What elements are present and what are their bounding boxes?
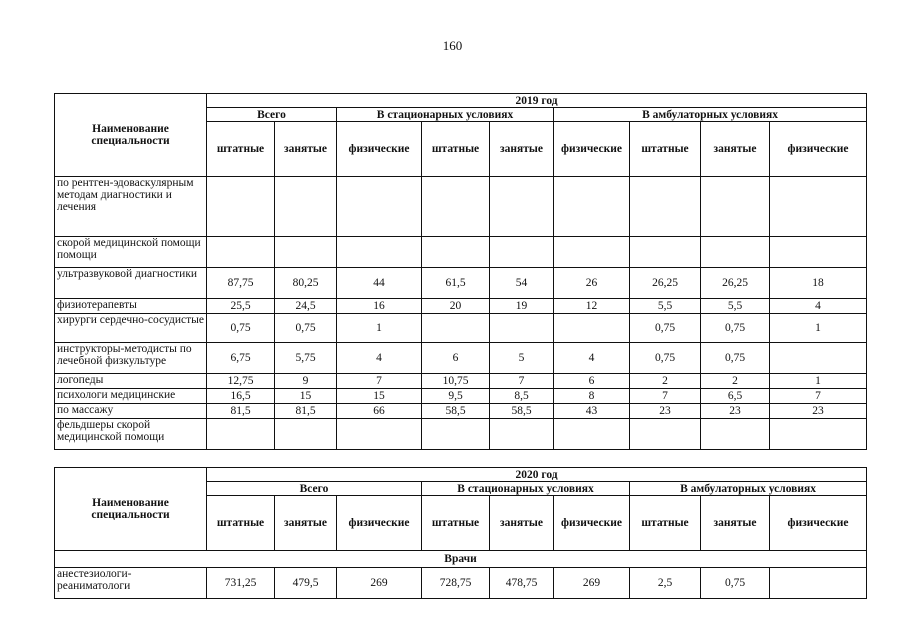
table-cell: 66 bbox=[337, 404, 422, 419]
table-cell: 16,5 bbox=[207, 389, 275, 404]
specialty-name: психологи медицинские bbox=[55, 389, 207, 404]
table-cell: 4 bbox=[337, 343, 422, 374]
table-cell: 7 bbox=[337, 374, 422, 389]
table-cell: 25,5 bbox=[207, 299, 275, 314]
table-cell: 1 bbox=[337, 314, 422, 343]
table-cell: 7 bbox=[490, 374, 554, 389]
table-cell: 7 bbox=[770, 389, 867, 404]
specialty-name: анестезиологи-реаниматологи bbox=[55, 568, 207, 599]
table-cell: 12,75 bbox=[207, 374, 275, 389]
table-cell: 5 bbox=[490, 343, 554, 374]
table-cell: 731,25 bbox=[207, 568, 275, 599]
table-row bbox=[55, 568, 867, 599]
column-header: штатные bbox=[630, 496, 701, 551]
table-cell: 0,75 bbox=[630, 314, 701, 343]
table-cell: 478,75 bbox=[490, 568, 554, 599]
column-header: физические bbox=[337, 496, 422, 551]
table-cell: 10,75 bbox=[422, 374, 490, 389]
column-header: занятые bbox=[275, 122, 337, 177]
table-cell: 1 bbox=[770, 314, 867, 343]
table-cell bbox=[337, 177, 422, 237]
table-cell bbox=[275, 419, 337, 450]
table-cell: 80,25 bbox=[275, 268, 337, 299]
table-cell: 4 bbox=[770, 299, 867, 314]
table-row bbox=[55, 299, 867, 314]
table-cell: 58,5 bbox=[490, 404, 554, 419]
table-cell bbox=[770, 343, 867, 374]
table-cell: 7 bbox=[630, 389, 701, 404]
column-header: занятые bbox=[275, 496, 337, 551]
specialty-name: инструкторы-методисты по лечебной физкультуре bbox=[55, 343, 207, 374]
table-row bbox=[55, 314, 867, 343]
table-cell: 0,75 bbox=[275, 314, 337, 343]
table-cell: 8 bbox=[554, 389, 630, 404]
specialty-name: ультразвуковой диагностики bbox=[55, 268, 207, 299]
specialty-name: фельдшеры скорой медицинской помощи bbox=[55, 419, 207, 450]
table-cell: 4 bbox=[554, 343, 630, 374]
table-cell: 9 bbox=[275, 374, 337, 389]
table-row bbox=[55, 268, 867, 299]
table-cell bbox=[701, 419, 770, 450]
table-cell: 728,75 bbox=[422, 568, 490, 599]
table-cell: 26,25 bbox=[630, 268, 701, 299]
table-cell bbox=[422, 177, 490, 237]
table-cell: 269 bbox=[337, 568, 422, 599]
table-cell bbox=[207, 177, 275, 237]
table-cell: 81,5 bbox=[207, 404, 275, 419]
column-header: занятые bbox=[701, 496, 770, 551]
table-cell: 87,75 bbox=[207, 268, 275, 299]
group-header-inpatient: В стационарных условиях bbox=[422, 482, 630, 496]
specialty-name: хирурги сердечно-сосудистые bbox=[55, 314, 207, 343]
table-cell bbox=[422, 314, 490, 343]
table-row bbox=[55, 404, 867, 419]
table-row bbox=[55, 389, 867, 404]
table-row bbox=[55, 419, 867, 450]
table-cell bbox=[770, 568, 867, 599]
table-cell: 18 bbox=[770, 268, 867, 299]
name-column-header: Наименование специальности bbox=[55, 468, 207, 551]
table-cell bbox=[275, 237, 337, 268]
table-cell bbox=[630, 419, 701, 450]
year-header: 2019 год bbox=[207, 94, 867, 108]
table-cell: 0,75 bbox=[207, 314, 275, 343]
table-cell bbox=[554, 419, 630, 450]
table-cell bbox=[490, 237, 554, 268]
table-cell: 269 bbox=[554, 568, 630, 599]
group-header-total: Всего bbox=[207, 482, 422, 496]
table-cell: 2,5 bbox=[630, 568, 701, 599]
table-cell: 1 bbox=[770, 374, 867, 389]
column-header: физические bbox=[770, 122, 867, 177]
table-cell: 2 bbox=[701, 374, 770, 389]
specialty-name: скорой медицинской помощи помощи bbox=[55, 237, 207, 268]
column-header: физические bbox=[554, 122, 630, 177]
column-header: штатные bbox=[207, 122, 275, 177]
group-header-inpatient: В стационарных условиях bbox=[337, 108, 554, 122]
table-cell: 6,75 bbox=[207, 343, 275, 374]
column-header: физические bbox=[554, 496, 630, 551]
table-cell: 5,5 bbox=[701, 299, 770, 314]
table-cell: 81,5 bbox=[275, 404, 337, 419]
table-cell: 6,5 bbox=[701, 389, 770, 404]
table-cell bbox=[701, 237, 770, 268]
table-cell bbox=[490, 314, 554, 343]
table-cell bbox=[490, 177, 554, 237]
year-header: 2020 год bbox=[207, 468, 867, 482]
table-cell: 20 bbox=[422, 299, 490, 314]
column-header: штатные bbox=[422, 122, 490, 177]
table-cell bbox=[770, 177, 867, 237]
group-header-total: Всего bbox=[207, 108, 337, 122]
table-cell: 58,5 bbox=[422, 404, 490, 419]
table-cell: 15 bbox=[275, 389, 337, 404]
table-cell: 2 bbox=[630, 374, 701, 389]
table-cell: 12 bbox=[554, 299, 630, 314]
table-cell bbox=[630, 237, 701, 268]
table-cell bbox=[630, 177, 701, 237]
table-cell: 8,5 bbox=[490, 389, 554, 404]
table-cell: 23 bbox=[630, 404, 701, 419]
table-cell: 5,5 bbox=[630, 299, 701, 314]
table-cell: 16 bbox=[337, 299, 422, 314]
column-header: занятые bbox=[490, 496, 554, 551]
column-header: занятые bbox=[701, 122, 770, 177]
table-cell bbox=[337, 419, 422, 450]
column-header: штатные bbox=[207, 496, 275, 551]
column-header: физические bbox=[770, 496, 867, 551]
specialty-name: по рентген-эдоваскулярным методам диагностики и лечения bbox=[55, 177, 207, 237]
table-cell bbox=[207, 237, 275, 268]
table-cell bbox=[422, 237, 490, 268]
table-cell bbox=[207, 419, 275, 450]
specialty-name: физиотерапевты bbox=[55, 299, 207, 314]
table-cell: 479,5 bbox=[275, 568, 337, 599]
name-column-header: Наименование специальности bbox=[55, 94, 207, 177]
table-cell: 61,5 bbox=[422, 268, 490, 299]
column-header: занятые bbox=[490, 122, 554, 177]
table-cell: 23 bbox=[770, 404, 867, 419]
table-cell: 24,5 bbox=[275, 299, 337, 314]
table-cell: 5,75 bbox=[275, 343, 337, 374]
table-cell bbox=[554, 314, 630, 343]
specialty-name: логопеды bbox=[55, 374, 207, 389]
table-cell: 0,75 bbox=[701, 343, 770, 374]
column-header: штатные bbox=[630, 122, 701, 177]
table-cell: 0,75 bbox=[701, 314, 770, 343]
table-cell: 19 bbox=[490, 299, 554, 314]
table-cell bbox=[770, 419, 867, 450]
table-cell: 0,75 bbox=[701, 568, 770, 599]
table-cell: 54 bbox=[490, 268, 554, 299]
table-cell bbox=[554, 237, 630, 268]
column-header: штатные bbox=[422, 496, 490, 551]
table-cell bbox=[337, 237, 422, 268]
group-header-outpatient: В амбулаторных условиях bbox=[554, 108, 867, 122]
specialty-name: по массажу bbox=[55, 404, 207, 419]
staffing-table-2019 bbox=[54, 93, 867, 450]
table-cell bbox=[275, 177, 337, 237]
table-cell: 6 bbox=[554, 374, 630, 389]
table-cell: 6 bbox=[422, 343, 490, 374]
table-cell: 23 bbox=[701, 404, 770, 419]
table-cell: 9,5 bbox=[422, 389, 490, 404]
table-cell bbox=[554, 177, 630, 237]
table-cell: 26 bbox=[554, 268, 630, 299]
staffing-table-2020 bbox=[54, 467, 867, 599]
table-cell bbox=[422, 419, 490, 450]
page-number: 160 bbox=[442, 38, 463, 53]
section-subheading: Врачи bbox=[55, 551, 867, 568]
table-row bbox=[55, 237, 867, 268]
table-cell: 43 bbox=[554, 404, 630, 419]
table-row bbox=[55, 177, 867, 237]
table-cell bbox=[701, 177, 770, 237]
table-row bbox=[55, 374, 867, 389]
table-row bbox=[55, 343, 867, 374]
table-cell bbox=[490, 419, 554, 450]
table-cell bbox=[770, 237, 867, 268]
table-cell: 15 bbox=[337, 389, 422, 404]
table-cell: 26,25 bbox=[701, 268, 770, 299]
group-header-outpatient: В амбулаторных условиях bbox=[630, 482, 867, 496]
table-cell: 0,75 bbox=[630, 343, 701, 374]
column-header: физические bbox=[337, 122, 422, 177]
table-cell: 44 bbox=[337, 268, 422, 299]
